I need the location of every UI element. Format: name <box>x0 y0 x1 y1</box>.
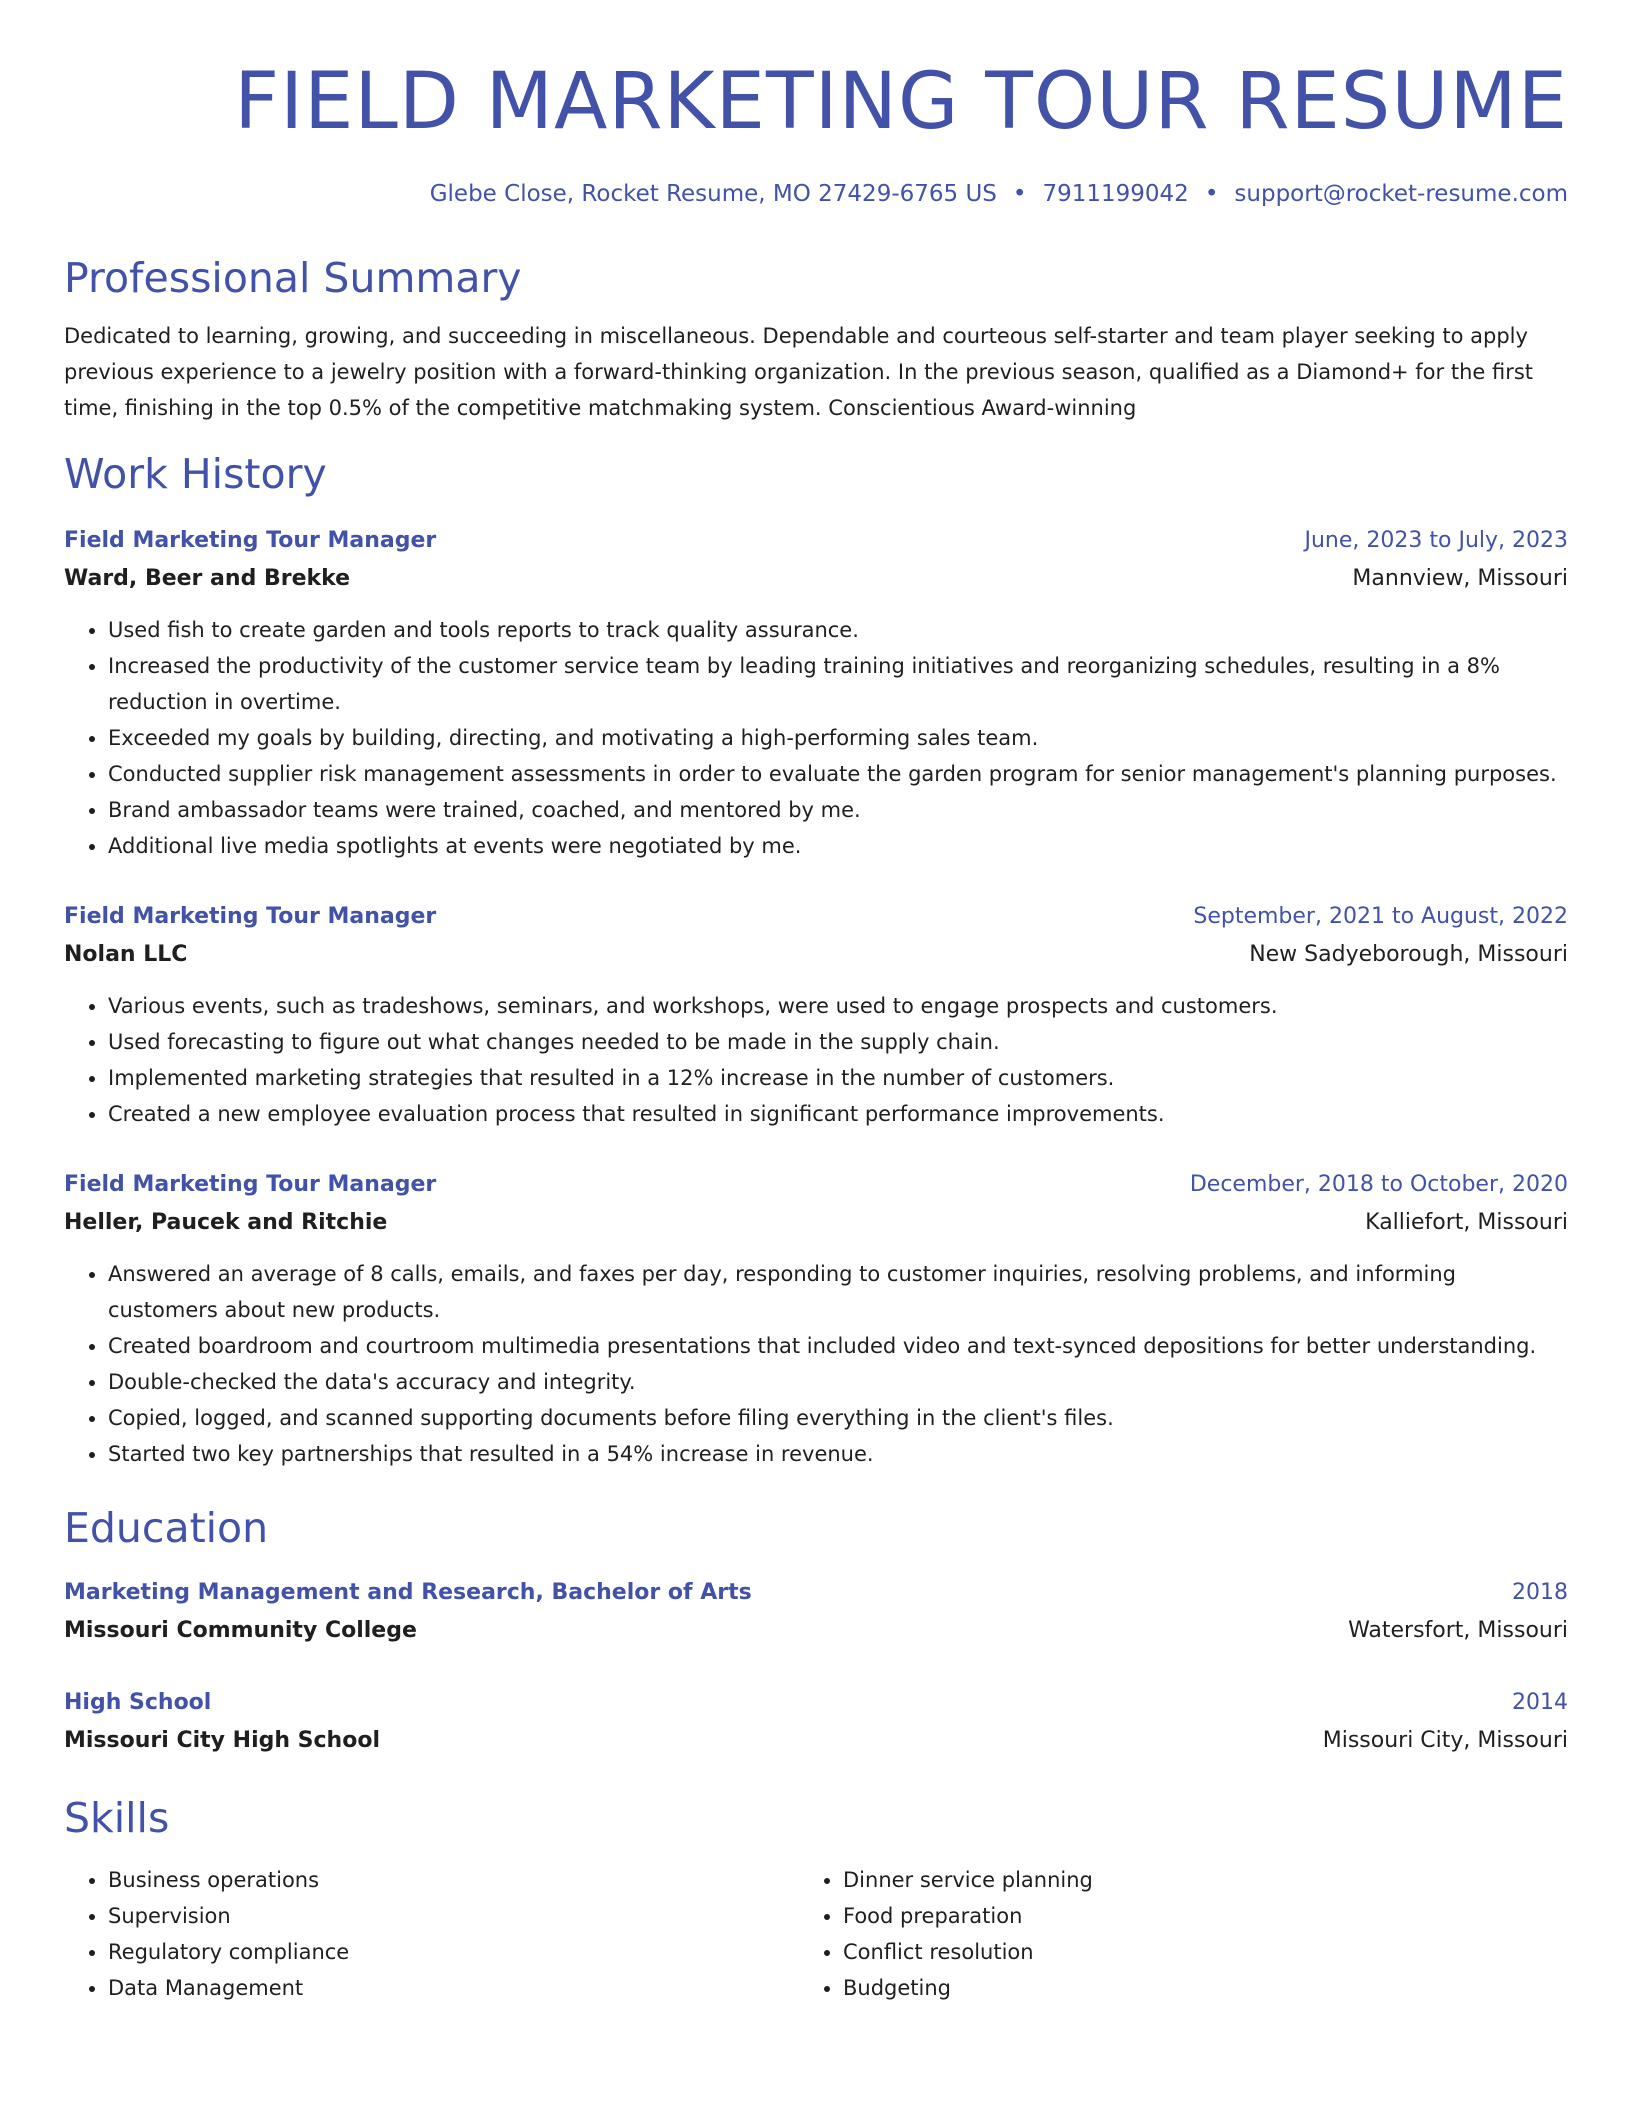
job-bullet: • Created boardroom and courtroom multimedia presentations that included video and text-synced depositions for better understanding. <box>108 1328 1568 1364</box>
job-bullets <box>64 1256 1568 1472</box>
contact-phone[interactable]: 7911199042 <box>1042 181 1189 207</box>
job-bullets <box>64 988 1568 1132</box>
summary-text: Dedicated to learning, growing, and succeeding in miscellaneous. Dependable and courteous self-starter and team player seeking to apply previous experience to a jewelry position with a forward-thinking organization. In the previous season, qualified as a Diamond+ for the first time, finishing in the top 0.5% of the competitive matchmaking system. Conscientious Award-winning <box>64 324 1534 420</box>
job-bullet: • Answered an average of 8 calls, emails, and faxes per day, responding to customer inquiries, resolving problems, and informing customers about new products. <box>108 1256 1568 1328</box>
skill-item: • Dinner service planning <box>843 1862 1534 1898</box>
job-dates: September, 2021 to August, 2022 <box>1193 904 1568 929</box>
education-entry <box>64 1684 1568 1760</box>
job-dates: June, 2023 to July, 2023 <box>1304 528 1568 553</box>
skills-grid <box>64 1862 1568 2006</box>
job-bullet: • Increased the productivity of the customer service team by leading training initiatives and reorganizing schedules, resulting in a 8% reduction in overtime. <box>108 648 1568 720</box>
job-role: Field Marketing Tour Manager <box>64 1172 437 1197</box>
skill-item: • Supervision <box>108 1898 799 1934</box>
job-company: Heller, Paucek and Ritchie <box>64 1210 388 1235</box>
job-entry <box>64 522 1568 864</box>
contact-email[interactable]: support@rocket-resume.com <box>1234 181 1568 207</box>
education-entry <box>64 1574 1568 1650</box>
skills-column-left <box>64 1862 799 2006</box>
skill-item: • Data Management <box>108 1970 799 2006</box>
job-bullet: • Implemented marketing strategies that resulted in a 12% increase in the number of customers. <box>108 1060 1568 1096</box>
job-bullet: • Additional live media spotlights at events were negotiated by me. <box>108 828 1568 864</box>
education-year: 2014 <box>1512 1690 1568 1715</box>
job-bullet: • Exceeded my goals by building, directing, and motivating a high-performing sales team. <box>108 720 1568 756</box>
section-title-work-history: Work History <box>64 450 327 498</box>
job-entry <box>64 1166 1568 1472</box>
job-bullet: • Various events, such as tradeshows, seminars, and workshops, were used to engage prospects and customers. <box>108 988 1568 1024</box>
education-school: Missouri City High School <box>64 1728 380 1753</box>
contact-address: Glebe Close, Rocket Resume, MO 27429-6765 US <box>429 181 997 207</box>
skill-item: • Budgeting <box>843 1970 1534 2006</box>
education-location: Missouri City, Missouri <box>1322 1728 1568 1753</box>
job-bullet: • Started two key partnerships that resulted in a 54% increase in revenue. <box>108 1436 1568 1472</box>
job-bullet: • Created a new employee evaluation process that resulted in significant performance improvements. <box>108 1096 1568 1132</box>
job-company: Nolan LLC <box>64 942 188 967</box>
job-entry <box>64 898 1568 1132</box>
contact-separator: • <box>1012 181 1027 207</box>
education-location: Watersfort, Missouri <box>1348 1618 1568 1643</box>
skill-item: • Regulatory compliance <box>108 1934 799 1970</box>
job-bullet: • Used forecasting to figure out what changes needed to be made in the supply chain. <box>108 1024 1568 1060</box>
education-degree: Marketing Management and Research, Bachelor of Arts <box>64 1580 752 1605</box>
section-title-summary: Professional Summary <box>64 254 522 302</box>
job-location: New Sadyeborough, Missouri <box>1249 942 1568 967</box>
job-location: Kalliefort, Missouri <box>1365 1210 1568 1235</box>
job-bullet: • Used fish to create garden and tools reports to track quality assurance. <box>108 612 1568 648</box>
section-title-education: Education <box>64 1504 269 1552</box>
resume-title: FIELD MARKETING TOUR RESUME <box>234 57 1568 147</box>
contact-line <box>64 178 1568 210</box>
job-role: Field Marketing Tour Manager <box>64 528 437 553</box>
job-role: Field Marketing Tour Manager <box>64 904 437 929</box>
skill-item: • Conflict resolution <box>843 1934 1534 1970</box>
job-location: Mannview, Missouri <box>1352 566 1568 591</box>
job-bullet: • Double-checked the data's accuracy and integrity. <box>108 1364 1568 1400</box>
job-company: Ward, Beer and Brekke <box>64 566 351 591</box>
education-school: Missouri Community College <box>64 1618 417 1643</box>
job-bullets <box>64 612 1568 864</box>
job-dates: December, 2018 to October, 2020 <box>1189 1172 1568 1197</box>
skill-item: • Business operations <box>108 1862 799 1898</box>
education-year: 2018 <box>1512 1580 1568 1605</box>
skill-item: • Food preparation <box>843 1898 1534 1934</box>
job-bullet: • Conducted supplier risk management assessments in order to evaluate the garden program for senior management's planning purposes. <box>108 756 1568 792</box>
education-degree: High School <box>64 1690 212 1715</box>
skills-column-right <box>799 1862 1534 2006</box>
section-title-skills: Skills <box>64 1794 170 1842</box>
contact-separator: • <box>1204 181 1219 207</box>
job-bullet: • Copied, logged, and scanned supporting documents before filing everything in the client's files. <box>108 1400 1568 1436</box>
job-bullet: • Brand ambassador teams were trained, coached, and mentored by me. <box>108 792 1568 828</box>
